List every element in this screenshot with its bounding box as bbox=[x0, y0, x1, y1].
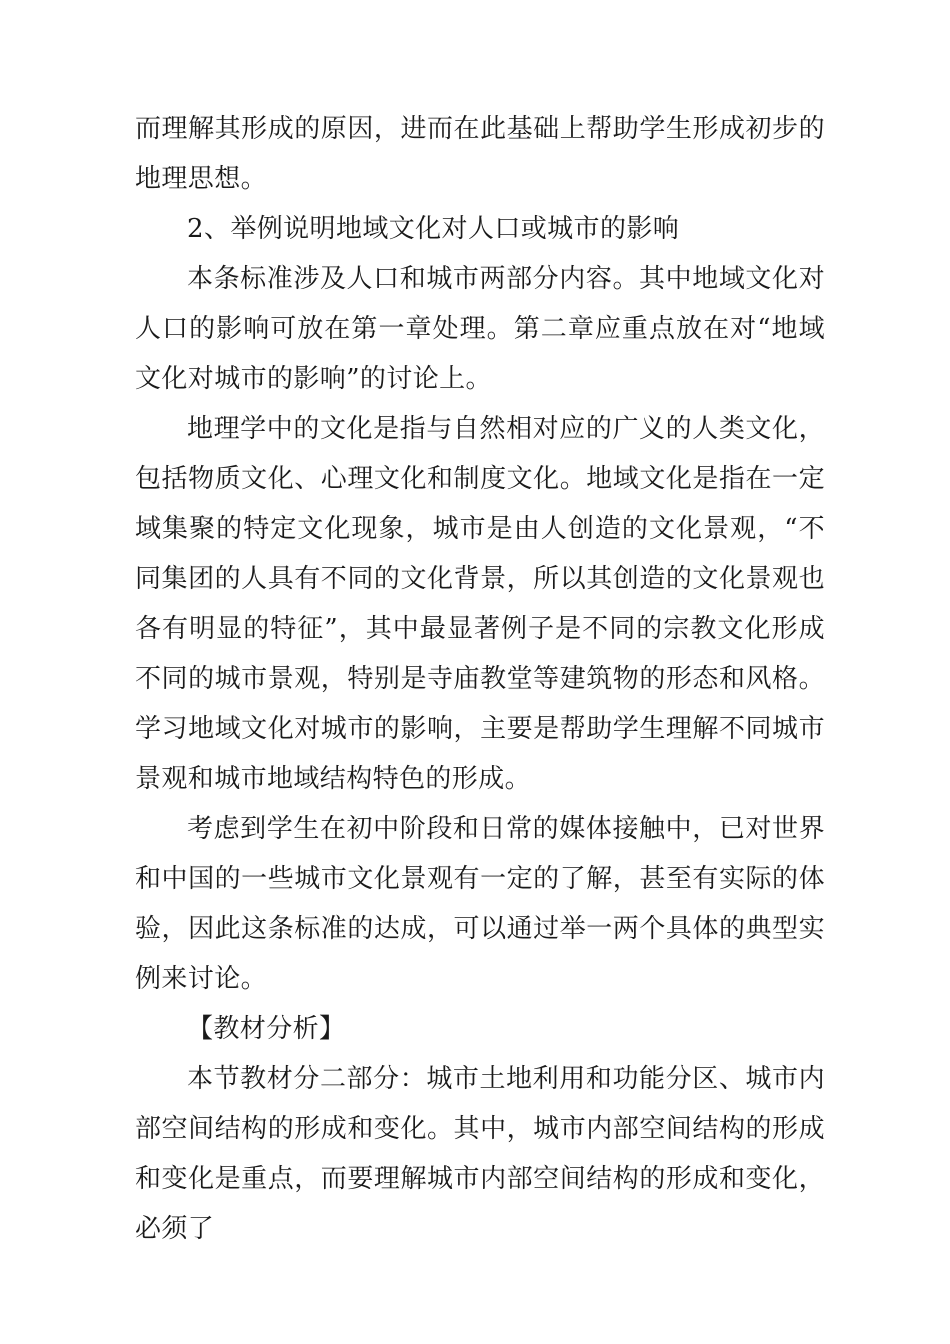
paragraph-teaching-approach: 考虑到学生在初中阶段和日常的媒体接触中，已对世界和中国的一些城市文化景观有一定的了解，甚至有实际的体验，因此这条标准的达成，可以通过举一两个具体的典型实例来讨论。 bbox=[135, 814, 825, 994]
paragraph-textbook-structure: 本节教材分二部分：城市土地利用和功能分区、城市内部空间结构的形成和变化。其中，城市内部空间结构的形成和变化是重点，而要理解城市内部空间结构的形成和变化，必须了 bbox=[135, 1064, 825, 1244]
section-heading-textbook-analysis: 【教材分析】 bbox=[187, 1014, 346, 1044]
document-body bbox=[135, 104, 825, 1254]
paragraph-culture-definition: 地理学中的文化是指与自然相对应的广义的人类文化，包括物质文化、心理文化和制度文化。地域文化是指在一定域集聚的特定文化现象，城市是由人创造的文化景观，“不同集团的人具有不同的文化背景，所以其创造的文化景观也各有明显的特征”，其中最显著例子是不同的宗教文化形成不同的城市景观，特别是寺庙教堂等建筑物的形态和风格。学习地域文化对城市的影响，主要是帮助学生理解不同城市景观和城市地域结构特色的形成。 bbox=[135, 414, 825, 794]
paragraph-standard-scope: 本条标准涉及人口和城市两部分内容。其中地域文化对人口的影响可放在第一章处理。第二章应重点放在对“地域文化对城市的影响”的讨论上。 bbox=[135, 264, 825, 394]
section-heading-standard-2: 2、举例说明地域文化对人口或城市的影响 bbox=[187, 214, 680, 244]
paragraph-continuation: 而理解其形成的原因，进而在此基础上帮助学生形成初步的地理思想。 bbox=[135, 114, 825, 194]
